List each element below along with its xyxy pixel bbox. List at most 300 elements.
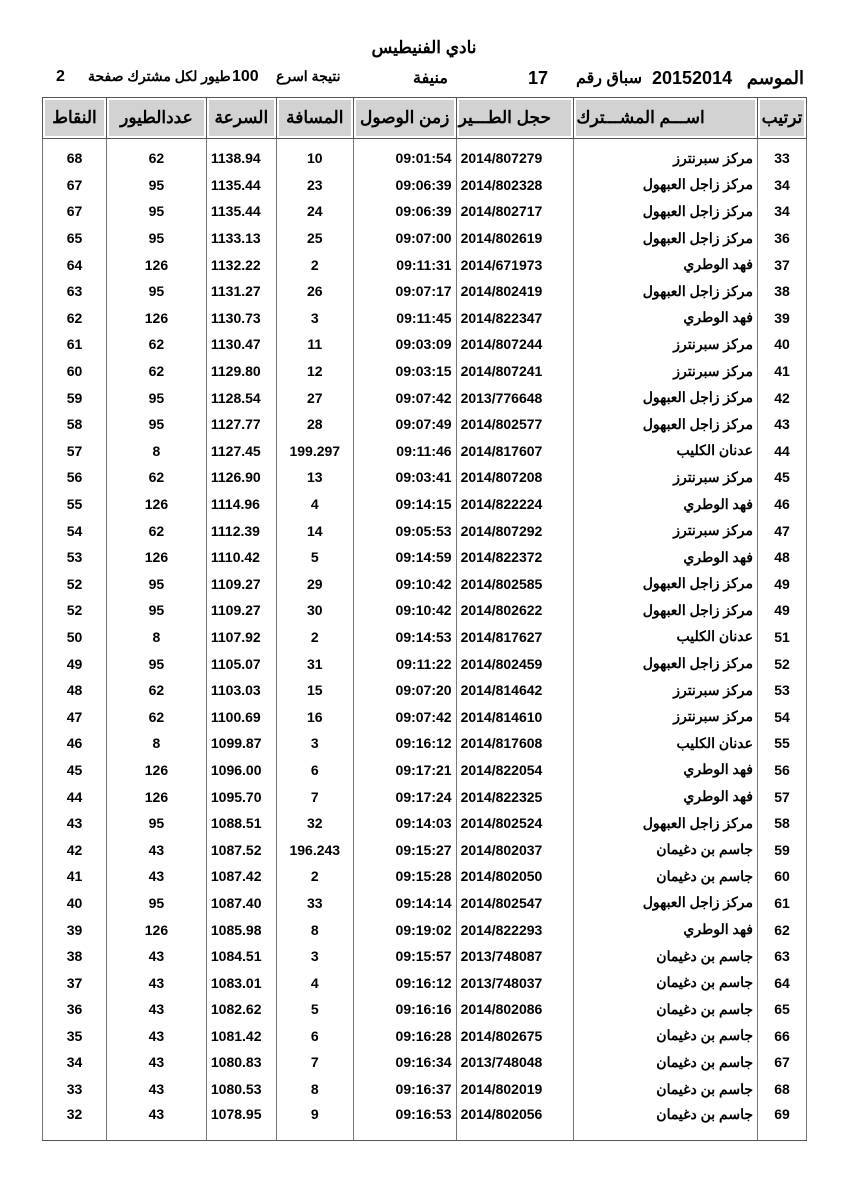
cell-bird-count: 95 [106,198,206,225]
cell-points: 67 [43,172,107,199]
cell-points: 54 [43,517,107,544]
cell-arrival-time: 09:11:22 [353,650,456,677]
cell-speed: 1084.51 [206,943,276,970]
cell-distance: 4 [276,969,353,996]
cell-ring: 2014/802328 [456,172,574,199]
cell-rank: 67 [758,1049,807,1076]
table-row [43,384,807,411]
table-row [43,597,807,624]
cell-ring: 2014/817608 [456,730,574,757]
cell-participant: فهد الوطري [574,305,758,332]
result-count: 100 [232,68,259,85]
table-row [43,139,807,172]
cell-distance: 26 [276,278,353,305]
table-row [43,863,807,890]
cell-rank: 38 [758,278,807,305]
cell-points: 53 [43,544,107,571]
table-row [43,358,807,385]
cell-rank: 56 [758,757,807,784]
cell-points: 42 [43,836,107,863]
cell-rank: 63 [758,943,807,970]
cell-speed: 1082.62 [206,996,276,1023]
cell-rank: 36 [758,225,807,252]
cell-ring: 2014/822293 [456,916,574,943]
cell-ring: 2014/807244 [456,331,574,358]
cell-points: 65 [43,225,107,252]
cell-participant: مركز سبرنترز [574,358,758,385]
cell-arrival-time: 09:07:17 [353,278,456,305]
cell-ring: 2014/802619 [456,225,574,252]
cell-arrival-time: 09:07:20 [353,677,456,704]
cell-speed: 1135.44 [206,198,276,225]
cell-distance: 15 [276,677,353,704]
cell-points: 63 [43,278,107,305]
cell-distance: 3 [276,305,353,332]
cell-participant: فهد الوطري [574,783,758,810]
cell-distance: 3 [276,730,353,757]
cell-distance: 13 [276,464,353,491]
cell-points: 38 [43,943,107,970]
cell-speed: 1103.03 [206,677,276,704]
cell-participant: عدنان الكليب [574,438,758,465]
cell-rank: 47 [758,517,807,544]
table-row [43,491,807,518]
table-row [43,703,807,730]
cell-rank: 51 [758,624,807,651]
cell-speed: 1110.42 [206,544,276,571]
cell-participant: جاسم بن دغيمان [574,863,758,890]
cell-ring: 2014/807292 [456,517,574,544]
cell-speed: 1132.22 [206,251,276,278]
table-row [43,969,807,996]
cell-bird-count: 95 [106,411,206,438]
table-row [43,1102,807,1141]
cell-bird-count: 126 [106,783,206,810]
cell-ring: 2014/807241 [456,358,574,385]
cell-ring: 2013/776648 [456,384,574,411]
cell-bird-count: 95 [106,650,206,677]
cell-distance: 7 [276,1049,353,1076]
cell-arrival-time: 09:06:39 [353,172,456,199]
cell-distance: 6 [276,757,353,784]
cell-ring: 2014/802717 [456,198,574,225]
page-number: 2 [56,68,65,85]
cell-ring: 2014/807279 [456,139,574,172]
cell-arrival-time: 09:07:00 [353,225,456,252]
cell-points: 56 [43,464,107,491]
cell-distance: 5 [276,996,353,1023]
table-row [43,650,807,677]
cell-participant: مركز زاجل العبهول [574,172,758,199]
cell-speed: 1126.90 [206,464,276,491]
cell-participant: مركز زاجل العبهول [574,890,758,917]
cell-rank: 42 [758,384,807,411]
cell-distance: 32 [276,810,353,837]
table-row [43,730,807,757]
cell-participant: مركز سبرنترز [574,139,758,172]
cell-points: 47 [43,703,107,730]
table-row [43,624,807,651]
cell-speed: 1128.54 [206,384,276,411]
cell-arrival-time: 09:16:16 [353,996,456,1023]
cell-bird-count: 43 [106,1023,206,1050]
cell-rank: 52 [758,650,807,677]
table-row [43,943,807,970]
cell-rank: 49 [758,571,807,598]
cell-bird-count: 43 [106,1102,206,1141]
cell-speed: 1100.69 [206,703,276,730]
cell-arrival-time: 09:19:02 [353,916,456,943]
cell-distance: 6 [276,1023,353,1050]
cell-speed: 1138.94 [206,139,276,172]
cell-speed: 1088.51 [206,810,276,837]
cell-speed: 1087.42 [206,863,276,890]
cell-bird-count: 126 [106,251,206,278]
cell-participant: مركز زاجل العبهول [574,810,758,837]
cell-points: 59 [43,384,107,411]
cell-ring: 2014/822372 [456,544,574,571]
cell-points: 48 [43,677,107,704]
cell-points: 41 [43,863,107,890]
cell-distance: 12 [276,358,353,385]
cell-speed: 1083.01 [206,969,276,996]
cell-rank: 65 [758,996,807,1023]
cell-ring: 2013/748048 [456,1049,574,1076]
race-label: سباق رقم [576,70,642,87]
cell-bird-count: 126 [106,916,206,943]
cell-participant: فهد الوطري [574,916,758,943]
table-row [43,1049,807,1076]
cell-bird-count: 95 [106,384,206,411]
table-row [43,331,807,358]
cell-speed: 1129.80 [206,358,276,385]
cell-distance: 31 [276,650,353,677]
cell-participant: مركز زاجل العبهول [574,225,758,252]
cell-points: 62 [43,305,107,332]
cell-bird-count: 126 [106,544,206,571]
cell-ring: 2013/748087 [456,943,574,970]
cell-ring: 2014/802547 [456,890,574,917]
cell-bird-count: 43 [106,969,206,996]
cell-rank: 49 [758,597,807,624]
cell-distance: 24 [276,198,353,225]
cell-points: 40 [43,890,107,917]
cell-points: 32 [43,1102,107,1141]
cell-distance: 33 [276,890,353,917]
cell-distance: 28 [276,411,353,438]
cell-ring: 2014/822054 [456,757,574,784]
cell-rank: 53 [758,677,807,704]
cell-points: 46 [43,730,107,757]
cell-bird-count: 62 [106,464,206,491]
table-row [43,305,807,332]
cell-distance: 10 [276,139,353,172]
cell-arrival-time: 09:11:31 [353,251,456,278]
cell-participant: مركز سبرنترز [574,677,758,704]
cell-speed: 1085.98 [206,916,276,943]
cell-speed: 1112.39 [206,517,276,544]
cell-distance: 199.297 [276,438,353,465]
cell-distance: 29 [276,571,353,598]
cell-speed: 1096.00 [206,757,276,784]
cell-ring: 2014/802050 [456,863,574,890]
cell-distance: 3 [276,943,353,970]
table-row [43,225,807,252]
table-row [43,571,807,598]
cell-arrival-time: 09:14:15 [353,491,456,518]
cell-ring: 2014/802459 [456,650,574,677]
cell-points: 44 [43,783,107,810]
cell-speed: 1105.07 [206,650,276,677]
season-label: الموسم [746,68,804,88]
cell-rank: 64 [758,969,807,996]
header-points: النقاط [43,98,107,139]
cell-ring: 2014/802019 [456,1076,574,1103]
cell-distance: 16 [276,703,353,730]
cell-bird-count: 95 [106,278,206,305]
cell-participant: جاسم بن دغيمان [574,996,758,1023]
cell-ring: 2014/802524 [456,810,574,837]
cell-speed: 1080.83 [206,1049,276,1076]
cell-speed: 1130.73 [206,305,276,332]
cell-points: 39 [43,916,107,943]
cell-points: 58 [43,411,107,438]
cell-speed: 1078.95 [206,1102,276,1141]
cell-distance: 23 [276,172,353,199]
table-row [43,438,807,465]
cell-speed: 1095.70 [206,783,276,810]
header-distance: المسافة [276,98,353,139]
cell-bird-count: 95 [106,571,206,598]
cell-participant: جاسم بن دغيمان [574,1102,758,1141]
cell-rank: 43 [758,411,807,438]
cell-distance: 196.243 [276,836,353,863]
cell-distance: 5 [276,544,353,571]
cell-participant: مركز سبرنترز [574,331,758,358]
cell-ring: 2014/822325 [456,783,574,810]
cell-bird-count: 43 [106,996,206,1023]
cell-ring: 2014/817627 [456,624,574,651]
cell-bird-count: 8 [106,624,206,651]
cell-ring: 2014/807208 [456,464,574,491]
cell-points: 68 [43,139,107,172]
cell-speed: 1087.40 [206,890,276,917]
cell-arrival-time: 09:07:49 [353,411,456,438]
cell-rank: 61 [758,890,807,917]
cell-speed: 1087.52 [206,836,276,863]
cell-rank: 34 [758,172,807,199]
cell-speed: 1127.77 [206,411,276,438]
header-arrival-time: زمن الوصول [353,98,456,139]
cell-distance: 8 [276,916,353,943]
cell-rank: 66 [758,1023,807,1050]
cell-arrival-time: 09:11:46 [353,438,456,465]
cell-arrival-time: 09:07:42 [353,384,456,411]
cell-arrival-time: 09:17:21 [353,757,456,784]
cell-ring: 2014/822224 [456,491,574,518]
cell-bird-count: 62 [106,358,206,385]
table-row [43,517,807,544]
cell-ring: 2013/748037 [456,969,574,996]
cell-rank: 37 [758,251,807,278]
cell-rank: 54 [758,703,807,730]
cell-participant: مركز سبرنترز [574,464,758,491]
birds-label: طيور لكل مشترك صفحة [88,68,231,84]
cell-rank: 48 [758,544,807,571]
table-row [43,757,807,784]
cell-bird-count: 62 [106,703,206,730]
cell-points: 60 [43,358,107,385]
club-title: نادي الفنيطيس [371,38,477,57]
cell-participant: مركز زاجل العبهول [574,384,758,411]
cell-arrival-time: 09:10:42 [353,571,456,598]
cell-rank: 39 [758,305,807,332]
cell-distance: 2 [276,624,353,651]
cell-bird-count: 95 [106,172,206,199]
cell-points: 64 [43,251,107,278]
table-row [43,810,807,837]
cell-participant: مركز سبرنترز [574,517,758,544]
cell-participant: مركز سبرنترز [574,703,758,730]
cell-rank: 33 [758,139,807,172]
cell-speed: 1081.42 [206,1023,276,1050]
table-row [43,996,807,1023]
cell-arrival-time: 09:16:37 [353,1076,456,1103]
cell-ring: 2014/802675 [456,1023,574,1050]
cell-distance: 30 [276,597,353,624]
cell-bird-count: 95 [106,890,206,917]
cell-arrival-time: 09:11:45 [353,305,456,332]
cell-rank: 69 [758,1102,807,1141]
table-header [43,98,807,139]
cell-bird-count: 43 [106,1076,206,1103]
cell-arrival-time: 09:16:12 [353,730,456,757]
header-participant: اســـم المشـــترك [574,98,758,139]
cell-arrival-time: 09:10:42 [353,597,456,624]
cell-participant: جاسم بن دغيمان [574,1049,758,1076]
table-row [43,544,807,571]
cell-participant: جاسم بن دغيمان [574,969,758,996]
cell-arrival-time: 09:05:53 [353,517,456,544]
table-row [43,278,807,305]
cell-speed: 1109.27 [206,571,276,598]
table-row [43,251,807,278]
cell-distance: 14 [276,517,353,544]
table-row [43,198,807,225]
cell-distance: 8 [276,1076,353,1103]
cell-distance: 4 [276,491,353,518]
cell-arrival-time: 09:16:28 [353,1023,456,1050]
cell-rank: 58 [758,810,807,837]
cell-participant: مركز زاجل العبهول [574,597,758,624]
cell-arrival-time: 09:06:39 [353,198,456,225]
cell-points: 36 [43,996,107,1023]
table-row [43,1023,807,1050]
cell-points: 52 [43,571,107,598]
table-row [43,172,807,199]
cell-ring: 2014/814610 [456,703,574,730]
cell-bird-count: 95 [106,225,206,252]
cell-arrival-time: 09:14:53 [353,624,456,651]
cell-arrival-time: 09:01:54 [353,139,456,172]
cell-points: 61 [43,331,107,358]
cell-ring: 2014/802419 [456,278,574,305]
cell-speed: 1127.45 [206,438,276,465]
cell-bird-count: 43 [106,943,206,970]
cell-arrival-time: 09:03:41 [353,464,456,491]
cell-points: 35 [43,1023,107,1050]
cell-speed: 1080.53 [206,1076,276,1103]
cell-speed: 1109.27 [206,597,276,624]
cell-arrival-time: 09:14:03 [353,810,456,837]
cell-distance: 2 [276,251,353,278]
results-table [42,97,807,1141]
cell-rank: 44 [758,438,807,465]
cell-points: 33 [43,1076,107,1103]
cell-participant: فهد الوطري [574,544,758,571]
cell-rank: 45 [758,464,807,491]
table-row [43,677,807,704]
cell-rank: 40 [758,331,807,358]
cell-rank: 55 [758,730,807,757]
cell-bird-count: 62 [106,517,206,544]
race-number: 17 [528,68,549,88]
cell-distance: 25 [276,225,353,252]
cell-ring: 2014/802577 [456,411,574,438]
cell-participant: عدنان الكليب [574,624,758,651]
cell-speed: 1130.47 [206,331,276,358]
cell-bird-count: 62 [106,139,206,172]
cell-participant: عدنان الكليب [574,730,758,757]
header-speed: السرعة [206,98,276,139]
cell-ring: 2014/802622 [456,597,574,624]
cell-arrival-time: 09:14:14 [353,890,456,917]
cell-bird-count: 43 [106,1049,206,1076]
table-row [43,836,807,863]
cell-participant: مركز زاجل العبهول [574,650,758,677]
cell-ring: 2014/822347 [456,305,574,332]
cell-arrival-time: 09:07:42 [353,703,456,730]
cell-arrival-time: 09:16:53 [353,1102,456,1141]
cell-participant: جاسم بن دغيمان [574,1023,758,1050]
cell-speed: 1131.27 [206,278,276,305]
cell-arrival-time: 09:16:12 [353,969,456,996]
cell-rank: 34 [758,198,807,225]
location: منيفة [413,70,448,87]
cell-rank: 68 [758,1076,807,1103]
header-bird-count: عددالطيور [106,98,206,139]
cell-bird-count: 8 [106,438,206,465]
cell-participant: مركز زاجل العبهول [574,278,758,305]
cell-points: 67 [43,198,107,225]
cell-points: 37 [43,969,107,996]
cell-points: 50 [43,624,107,651]
cell-points: 55 [43,491,107,518]
cell-bird-count: 95 [106,597,206,624]
cell-bird-count: 62 [106,677,206,704]
table-row [43,411,807,438]
table-row [43,783,807,810]
cell-distance: 9 [276,1102,353,1141]
cell-distance: 2 [276,863,353,890]
cell-speed: 1107.92 [206,624,276,651]
cell-arrival-time: 09:03:15 [353,358,456,385]
cell-arrival-time: 09:03:09 [353,331,456,358]
cell-speed: 1135.44 [206,172,276,199]
cell-ring: 2014/814642 [456,677,574,704]
cell-points: 34 [43,1049,107,1076]
cell-participant: فهد الوطري [574,491,758,518]
